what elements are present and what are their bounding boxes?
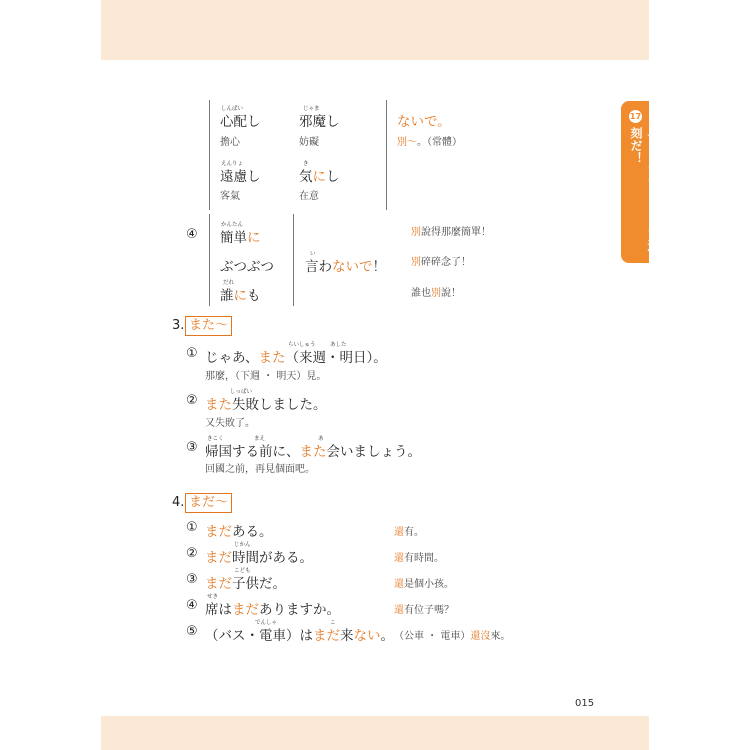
word-jama: 邪魔し bbox=[299, 114, 340, 130]
ruby: だれ bbox=[223, 280, 235, 286]
translation-2: 別碎碎念了！ bbox=[411, 257, 471, 268]
ruby: あした bbox=[330, 342, 347, 348]
word-kini: 気にし bbox=[299, 169, 340, 185]
translation-3: 誰也別說！ bbox=[411, 288, 461, 299]
ruby: い bbox=[310, 251, 316, 257]
gloss-enryo: 客氣 bbox=[220, 191, 240, 202]
ruby: きこく bbox=[207, 436, 224, 442]
ruby: じかん bbox=[234, 542, 251, 548]
word-shinpai: 心配し bbox=[220, 114, 261, 130]
s3-ex1-translation: 那麼，（下週 ・ 明天）見。 bbox=[205, 371, 327, 382]
table-divider-left bbox=[209, 100, 210, 210]
block4-divider-left bbox=[209, 214, 210, 306]
translation-1: 別說得那麼簡單！ bbox=[411, 227, 491, 238]
s4-ex4-translation: 還有位子嗎？ bbox=[394, 605, 454, 616]
word-enryo: 遠慮し bbox=[220, 169, 261, 185]
ruby: かんたん bbox=[221, 222, 244, 228]
footer-band bbox=[101, 716, 649, 750]
table-divider-right bbox=[386, 100, 387, 210]
block4-number: ④ bbox=[186, 227, 198, 242]
s4-ex5-sentence: （バス・電車）はまだ来ない。 bbox=[205, 628, 394, 644]
s4-ex1-sentence: まだある。 bbox=[205, 524, 273, 540]
s4-ex3-translation: 還是個小孩。 bbox=[394, 579, 454, 590]
ruby: き bbox=[303, 161, 309, 167]
s3-ex1-number: ① bbox=[186, 346, 198, 361]
ruby: あ bbox=[318, 436, 324, 442]
s4-ex4-number: ④ bbox=[186, 598, 198, 613]
s4-ex4-sentence: 席はまだありますか。 bbox=[205, 602, 340, 618]
s4-ex5-translation: （公車 ・ 電車）還沒來。 bbox=[394, 631, 511, 642]
ruby: しっぱい bbox=[230, 389, 253, 395]
s4-ex2-translation: 還有時間。 bbox=[394, 553, 444, 564]
chapter-title: 早くしないと、また遅刻だ！ bbox=[629, 127, 660, 252]
s3-ex2-sentence: また失敗しました。 bbox=[205, 397, 327, 413]
section3-label: また～ bbox=[185, 316, 232, 336]
ruby: しんぱい bbox=[221, 106, 244, 112]
ruby: えんりょ bbox=[221, 161, 244, 167]
s3-ex3-number: ③ bbox=[186, 440, 198, 455]
s4-ex1-translation: 還有。 bbox=[394, 527, 424, 538]
s3-ex3-sentence: 帰国する前に、また会いましょう。 bbox=[205, 444, 421, 460]
note-joutai: 別～。（常體） bbox=[397, 137, 462, 148]
s4-ex1-number: ① bbox=[186, 520, 198, 535]
header-band bbox=[101, 0, 649, 60]
s4-ex2-number: ② bbox=[186, 546, 198, 561]
s3-ex3-translation: 回國之前，再見個面吧。 bbox=[205, 464, 315, 475]
chapter-tab[interactable] bbox=[621, 101, 660, 263]
ruby: こども bbox=[234, 568, 251, 574]
s4-ex3-number: ③ bbox=[186, 572, 198, 587]
section4-number: 4. bbox=[172, 495, 185, 510]
block4-divider-right bbox=[293, 214, 294, 306]
gloss-shinpai: 擔心 bbox=[220, 137, 240, 148]
s4-ex5-number: ⑤ bbox=[186, 624, 198, 639]
verb-iwanaide: 言わないで！ bbox=[305, 259, 386, 275]
s3-ex1-sentence: じゃあ、また（来週・明日）。 bbox=[205, 350, 387, 366]
chapter-number: 17 bbox=[629, 112, 642, 121]
ruby: らいしゅう bbox=[288, 342, 316, 348]
ruby: まえ bbox=[254, 436, 266, 442]
word-daremo: 誰にも bbox=[220, 288, 261, 304]
gloss-jama: 妨礙 bbox=[299, 137, 319, 148]
section4-label: まだ～ bbox=[185, 493, 232, 513]
s3-ex2-translation: 又失敗了。 bbox=[205, 418, 255, 429]
s4-ex2-sentence: まだ時間がある。 bbox=[205, 550, 313, 566]
s3-ex2-number: ② bbox=[186, 393, 198, 408]
gloss-kini: 在意 bbox=[299, 191, 319, 202]
ruby: せき bbox=[207, 594, 219, 600]
s4-ex3-sentence: まだ子供だ。 bbox=[205, 576, 286, 592]
suffix-naide: ないで。 bbox=[397, 114, 451, 130]
section3-number: 3. bbox=[172, 318, 185, 333]
word-kantan: 簡単に bbox=[220, 230, 261, 246]
ruby: でんしゃ bbox=[255, 620, 278, 626]
word-butsubutsu: ぶつぶつ bbox=[220, 259, 274, 275]
ruby: じゃま bbox=[303, 106, 320, 112]
page-number: 015 bbox=[575, 698, 595, 709]
ruby: こ bbox=[330, 620, 336, 626]
